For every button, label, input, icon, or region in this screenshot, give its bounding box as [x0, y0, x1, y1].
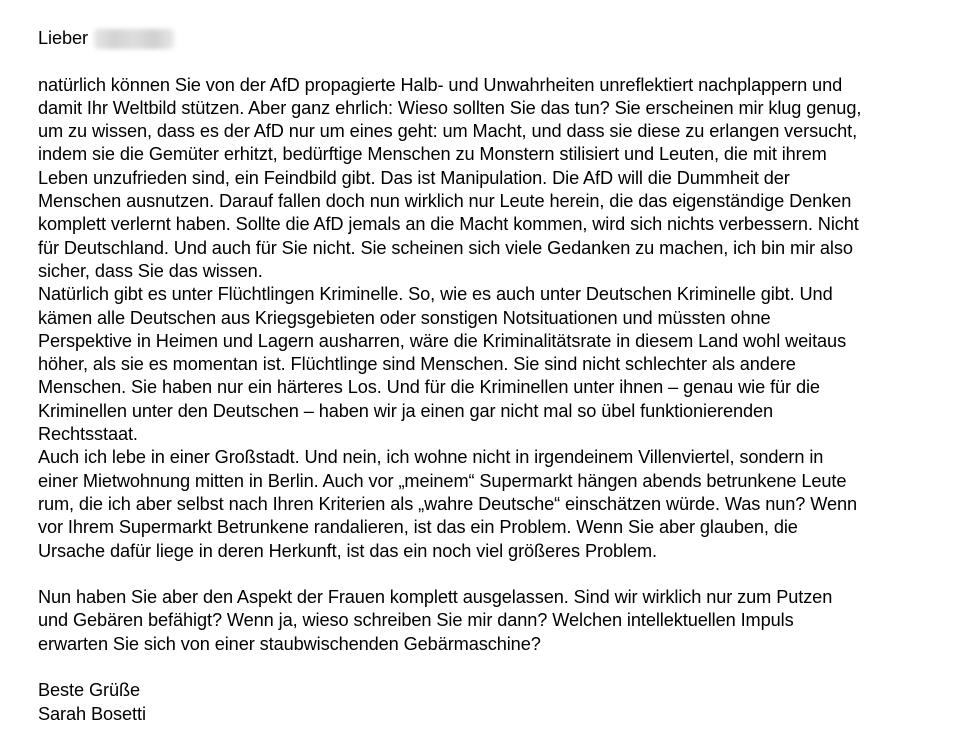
letter-body: [38, 27, 954, 726]
redacted-name-blur: [94, 29, 174, 49]
paragraph-afd: natürlich können Sie von der AfD propagierte Halb- und Unwahrheiten unreflektiert nachplappern und damit Ihr Weltbild stützen. Aber ganz ehrlich: Wieso sollten Sie das tun? Sie erscheinen mir klug genug, um zu wissen, dass es der AfD nur um eines geht: um Macht, und dass sie diese zu erlangen versucht, indem sie die Gemüter erhitzt, bedürftige Menschen zu Monstern stilisiert und Leuten, die mit ihrem Leben unzufrieden sind, ein Feindbild gibt. Das ist Manipulation. Die AfD will die Dummheit der Menschen ausnutzen. Darauf fallen doch nun wirklich nur Leute herein, die das eigenständige Denken komplett verlernt haben. Sollte die AfD jemals an die Macht kommen, wird sich nichts verbessern. Nicht für Deutschland. Und auch für Sie nicht. Sie scheinen sich viele Gedanken zu machen, ich bin mir also sicher, dass Sie das wissen.: [38, 74, 862, 281]
blank-line: [38, 50, 954, 73]
paragraph-city: Auch ich lebe in einer Großstadt. Und nein, ich wohne nicht in irgendeinem Villenviertel, sondern in einer Mietwohnung mitten in Berlin. Auch vor „meinem“ Supermarkt hängen abends betrunkene Leute rum, die ich aber selbst nach Ihren Kriterien als „wahre Deutsche“ einschätzen würde. Was nun? Wenn vor Ihrem Supermarkt Betrunkene randalieren, ist das ein Problem. Wenn Sie aber glauben, die Ursache dafür liege in deren Herkunft, ist das ein noch viel größeres Problem.: [38, 447, 858, 561]
closing-text: Beste Grüße: [38, 680, 141, 701]
paragraph-refugees: Natürlich gibt es unter Flüchtlingen Kriminelle. So, wie es auch unter Deutschen Kriminelle gibt. Und kämen alle Deutschen aus Kriegsgebieten oder sonstigen Notsituationen und müssten ohne Perspektive in Heimen und Lagern ausharren, wäre die Kriminalitätsrate in diesem Land wohl weitaus höher, als sie es momentan ist. Flüchtlinge sind Menschen. Sie sind nicht schlechter als andere Menschen. Sie haben nur ein härteres Los. Und für die Kriminellen unter ihnen – genau wie für die Kriminellen unter den Deutschen – haben wir ja einen gar nicht mal so übel funktionierenden Rechtsstaat.: [38, 284, 847, 445]
blank-line: [38, 563, 954, 586]
salutation: [38, 27, 954, 50]
blank-line: [38, 656, 954, 679]
paragraph-women: Nun haben Sie aber den Aspekt der Frauen komplett ausgelassen. Sind wir wirklich nur zum Putzen und Gebären befähigt? Wenn ja, wieso schreiben Sie mir dann? Welchen intellektuellen Impuls erwarten Sie sich von einer staubwischenden Gebärmaschine?: [38, 587, 833, 654]
signature-name: Sarah Bosetti: [38, 703, 146, 724]
greeting-text: Lieber: [38, 28, 88, 48]
